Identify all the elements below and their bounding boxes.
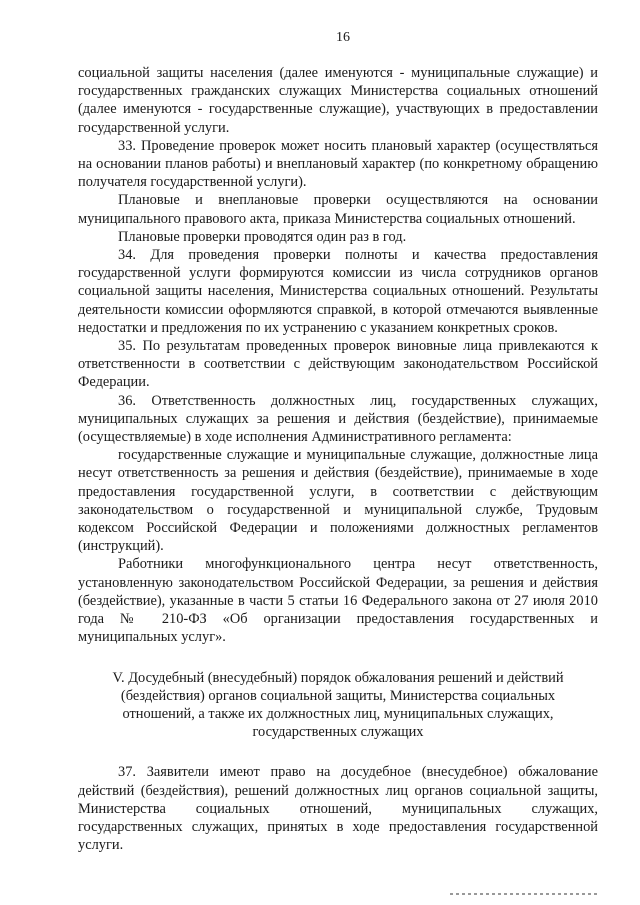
paragraph-37: 37. Заявители имеют право на досудебное (внесудебное) обжалование действий (бездействия), решений должностных лиц органов социальной защиты, Министерства социальных отношений, муниципальных служащих, государственных служащих, принятых в ходе предоставления государственной услуги. [78, 764, 598, 854]
document-page [78, 30, 598, 854]
page-number: 16 [336, 30, 350, 45]
paragraph-34: 34. Для проведения проверки полноты и качества предоставления государственной услуги формируются комиссии из числа сотрудников органов социальной защиты населения, Министерства социальных отношений. Результаты деятельности комиссии оформляются справкой, в которой отмечаются выявленные недостатки и предложения по их устранению с указанием конкретных сроков. [78, 247, 598, 336]
paragraph-mfc-responsibility: Работники многофункционального центра несут ответственность, установленную законодательством Российской Федерации, за решения и действия (бездействие), указанные в части 5 статьи 16 Федерального закона от 27 июля 2010 года № 210-ФЗ «Об организации предоставления государственных и муниципальных услуг». [78, 556, 598, 646]
scan-artifact [450, 893, 600, 895]
paragraph-inspection-frequency: Плановые проверки проводятся один раз в год. [118, 228, 407, 245]
paragraph-officials-responsibility: государственные служащие и муниципальные служащие, должностные лица несут ответственность за решения и действия (бездействие), принимаемые в ходе предоставления государственной услуги, в соответствии с действующим законодательством о государственной и муниципальной службе, Трудовым кодексом Российской Федерации и положениями должностных регламентов (инструкций). [78, 447, 598, 555]
paragraph-36: 36. Ответственность должностных лиц, государственных служащих, муниципальных служащих за решения и действия (бездействие), принимаемые (осуществляемые) в ходе исполнения Административного регламента: [78, 392, 598, 446]
paragraph-35: 35. По результатам проведенных проверок виновные лица привлекаются к ответственности в соответствии с действующим законодательством Российской Федерации. [78, 338, 598, 391]
paragraph-33: 33. Проведение проверок может носить плановый характер (осуществляться на основании планов работы) и внеплановый характер (по конкретному обращению получателя государственной услуги). [78, 137, 598, 191]
paragraph-inspection-basis: Плановые и внеплановые проверки осуществляются на основании муниципального правового акта, приказа Министерства социальных отношений. [78, 192, 598, 227]
paragraph-continuation: социальной защиты населения (далее именуются - муниципальные служащие) и государственных гражданских служащих Министерства социальных отношений (далее именуются - государственные служащие), участвующих в предоставлении государственной услуги. [78, 65, 598, 136]
section-heading: V. Досудебный (внесудебный) порядок обжалования решений и действий (бездействия) органов социальной защиты, Министерства социальных отношений, а также их должностных лиц, муниципальных служащих, государственных служащих [112, 669, 564, 741]
